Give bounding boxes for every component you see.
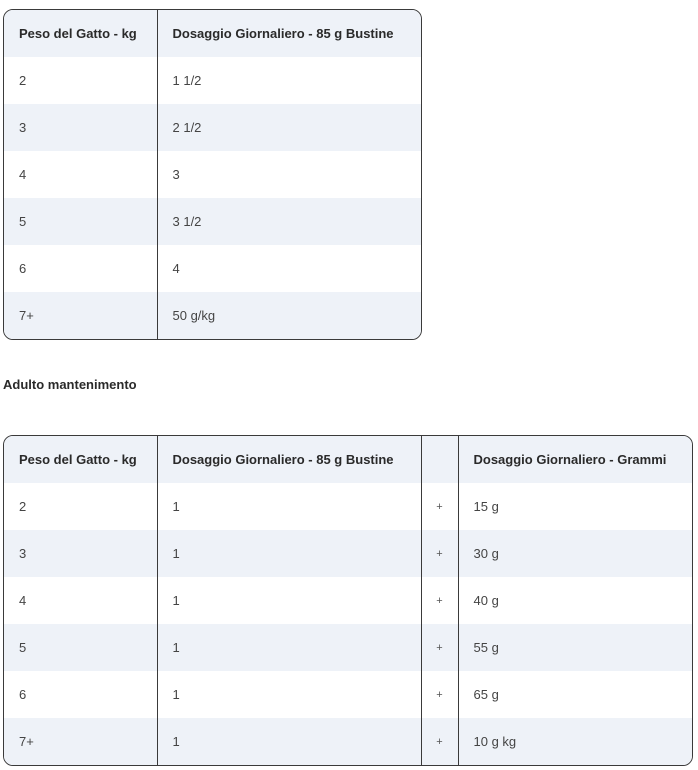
cell-plus: + — [421, 530, 458, 577]
dosage-table-adult-maintenance — [3, 435, 693, 766]
cell-sachets: 1 — [157, 483, 421, 530]
table-row — [4, 483, 692, 530]
column-header-weight: Peso del Gatto - kg — [4, 436, 157, 483]
cell-weight: 4 — [4, 151, 157, 198]
cell-weight: 7+ — [4, 292, 157, 339]
cell-weight: 3 — [4, 530, 157, 577]
table-row — [4, 718, 692, 765]
cell-weight: 7+ — [4, 718, 157, 765]
cell-sachets: 2 1/2 — [157, 104, 421, 151]
cell-weight: 4 — [4, 577, 157, 624]
cell-grams: 10 g kg — [458, 718, 692, 765]
table-row — [4, 57, 421, 104]
cell-sachets: 1 1/2 — [157, 57, 421, 104]
column-header-grams: Dosaggio Giornaliero - Grammi — [458, 436, 692, 483]
dosage-table-kitten — [3, 9, 422, 340]
cell-sachets: 1 — [157, 718, 421, 765]
cell-weight: 5 — [4, 198, 157, 245]
cell-weight: 3 — [4, 104, 157, 151]
cell-weight: 6 — [4, 671, 157, 718]
cell-sachets: 1 — [157, 671, 421, 718]
cell-sachets: 3 1/2 — [157, 198, 421, 245]
table-row — [4, 530, 692, 577]
column-header-sachets: Dosaggio Giornaliero - 85 g Bustine — [157, 436, 421, 483]
table-header-row — [4, 436, 692, 483]
cell-weight: 2 — [4, 57, 157, 104]
table-row — [4, 151, 421, 198]
cell-sachets: 1 — [157, 530, 421, 577]
table-row — [4, 577, 692, 624]
table-row — [4, 292, 421, 339]
cell-sachets: 1 — [157, 624, 421, 671]
cell-weight: 2 — [4, 483, 157, 530]
cell-grams: 30 g — [458, 530, 692, 577]
cell-weight: 6 — [4, 245, 157, 292]
table-row — [4, 245, 421, 292]
cell-sachets: 4 — [157, 245, 421, 292]
cell-grams: 15 g — [458, 483, 692, 530]
table-row — [4, 671, 692, 718]
cell-weight: 5 — [4, 624, 157, 671]
table-row — [4, 624, 692, 671]
cell-sachets: 1 — [157, 577, 421, 624]
cell-sachets: 3 — [157, 151, 421, 198]
cell-plus: + — [421, 671, 458, 718]
table-header-row — [4, 10, 421, 57]
cell-grams: 55 g — [458, 624, 692, 671]
column-header-plus — [421, 436, 458, 483]
cell-sachets: 50 g/kg — [157, 292, 421, 339]
table-row — [4, 104, 421, 151]
table-row — [4, 198, 421, 245]
cell-grams: 65 g — [458, 671, 692, 718]
column-header-sachets: Dosaggio Giornaliero - 85 g Bustine — [157, 10, 421, 57]
cell-plus: + — [421, 624, 458, 671]
cell-plus: + — [421, 577, 458, 624]
cell-grams: 40 g — [458, 577, 692, 624]
section-title: Adulto mantenimento — [3, 377, 137, 392]
cell-plus: + — [421, 718, 458, 765]
column-header-weight: Peso del Gatto - kg — [4, 10, 157, 57]
cell-plus: + — [421, 483, 458, 530]
